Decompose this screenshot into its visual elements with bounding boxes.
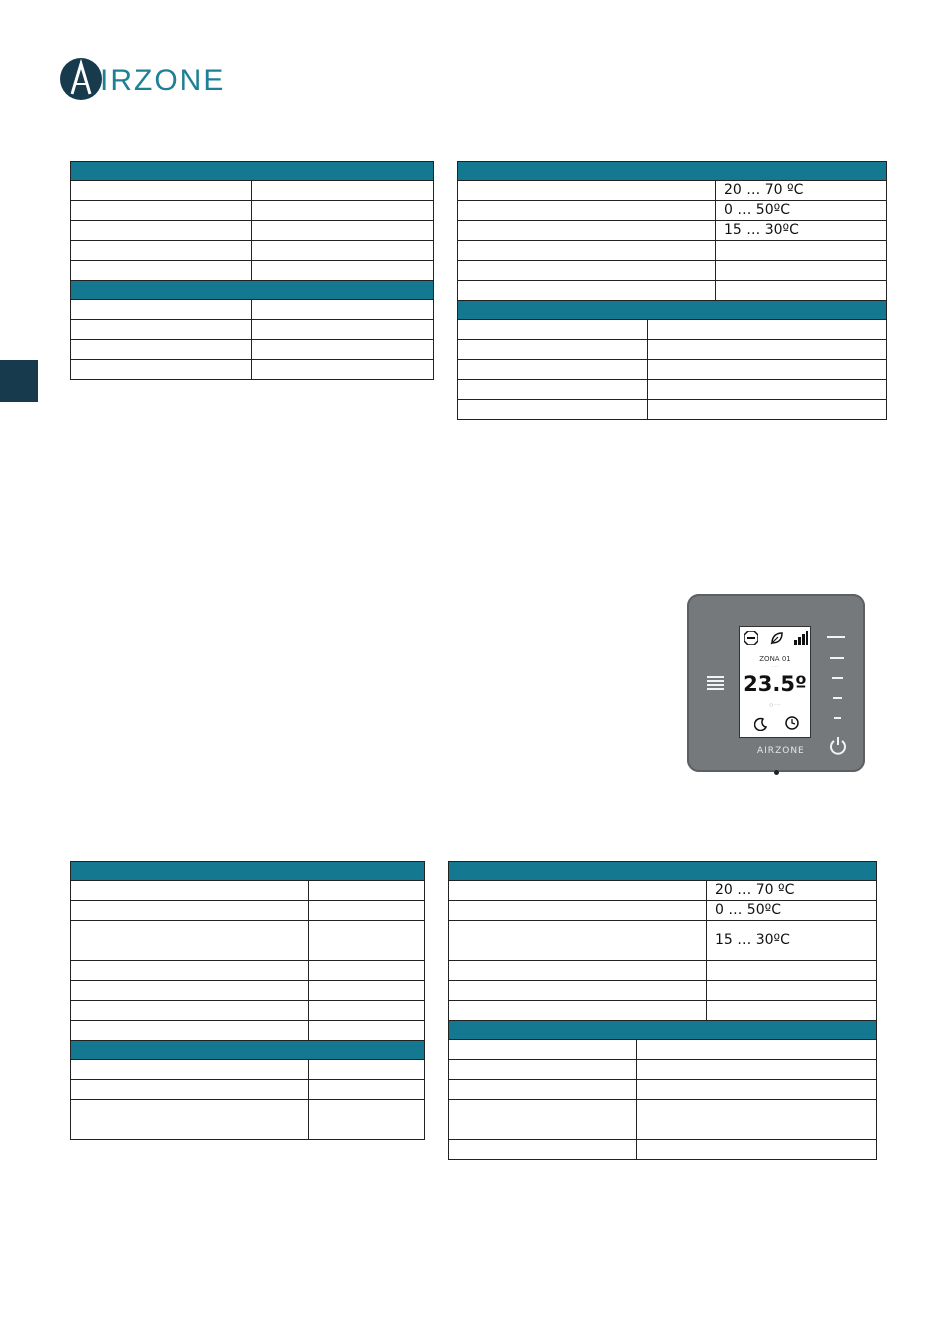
table-row xyxy=(71,320,434,340)
table-header xyxy=(449,1021,877,1040)
table-row xyxy=(71,201,434,221)
spec-table-bottom-right xyxy=(448,861,877,1160)
temperature-readout: 23.5º xyxy=(743,672,807,696)
signal-bars-icon xyxy=(794,631,808,645)
table-row xyxy=(449,1140,877,1160)
button-mark xyxy=(827,636,845,638)
table-row xyxy=(71,261,434,281)
table-row xyxy=(71,961,425,981)
humidity-small: ○ · · · xyxy=(769,702,781,707)
table-row xyxy=(71,981,425,1001)
table-row xyxy=(449,1001,877,1021)
clock-icon xyxy=(785,716,799,730)
device-sensor xyxy=(774,770,779,775)
table-row xyxy=(458,261,887,281)
spec-table-bottom-left xyxy=(70,861,425,1140)
sleep-moon-icon xyxy=(754,717,768,731)
table-row xyxy=(71,221,434,241)
stop-icon xyxy=(744,631,758,645)
table-row xyxy=(449,961,877,981)
device-brand: AIRZONE xyxy=(757,746,805,756)
table-row xyxy=(449,921,877,961)
button-mark xyxy=(830,657,844,659)
table-row xyxy=(458,221,887,241)
table-row xyxy=(71,1021,425,1041)
table-row xyxy=(458,181,887,201)
table-header xyxy=(449,862,877,881)
temp-range-cell: 0 … 50ºC xyxy=(707,901,877,921)
button-mark xyxy=(834,717,841,719)
table-row xyxy=(449,1060,877,1080)
table-row xyxy=(458,360,887,380)
temp-range-cell: 20 … 70 ºC xyxy=(707,881,877,901)
setpoint-small: · · · xyxy=(771,664,779,669)
table-row xyxy=(449,881,877,901)
table-header xyxy=(71,162,434,181)
table-row xyxy=(449,1100,877,1140)
table-row xyxy=(71,1080,425,1100)
table-row xyxy=(458,380,887,400)
temp-range-cell: 15 … 30ºC xyxy=(707,921,877,961)
section-tab xyxy=(0,360,38,402)
zone-label: ZONA 01 xyxy=(759,655,791,663)
table-header xyxy=(71,281,434,300)
table-row xyxy=(458,241,887,261)
table-header xyxy=(71,862,425,881)
button-mark xyxy=(832,677,843,679)
menu-lines-icon xyxy=(707,676,724,690)
table-header xyxy=(71,1041,425,1060)
table-row xyxy=(458,281,887,301)
table-row xyxy=(449,981,877,1001)
temp-range-cell: 20 … 70 ºC xyxy=(716,181,887,201)
spec-table-top-left xyxy=(70,161,434,380)
table-row xyxy=(71,360,434,380)
table-row xyxy=(71,181,434,201)
thermostat-screen xyxy=(739,626,811,738)
table-row xyxy=(449,1080,877,1100)
table-row xyxy=(449,901,877,921)
power-icon xyxy=(828,736,848,756)
table-row xyxy=(458,340,887,360)
table-row xyxy=(71,1100,425,1140)
table-row xyxy=(71,340,434,360)
button-mark xyxy=(833,697,842,699)
table-row xyxy=(71,1001,425,1021)
table-row xyxy=(458,201,887,221)
logo-wordmark: IRZONE xyxy=(100,64,226,97)
table-header xyxy=(458,301,887,320)
table-row xyxy=(71,300,434,320)
table-row xyxy=(449,1040,877,1060)
table-row xyxy=(71,1060,425,1080)
temp-range-cell: 15 … 30ºC xyxy=(716,221,887,241)
table-header xyxy=(458,162,887,181)
table-row xyxy=(458,320,887,340)
thermostat-device xyxy=(687,594,865,772)
table-row xyxy=(71,921,425,961)
temp-range-cell: 0 … 50ºC xyxy=(716,201,887,221)
table-row xyxy=(71,901,425,921)
table-row xyxy=(458,400,887,420)
spec-table-top-right xyxy=(457,161,887,420)
table-row xyxy=(71,881,425,901)
eco-leaf-icon xyxy=(770,631,783,645)
table-row xyxy=(71,241,434,261)
